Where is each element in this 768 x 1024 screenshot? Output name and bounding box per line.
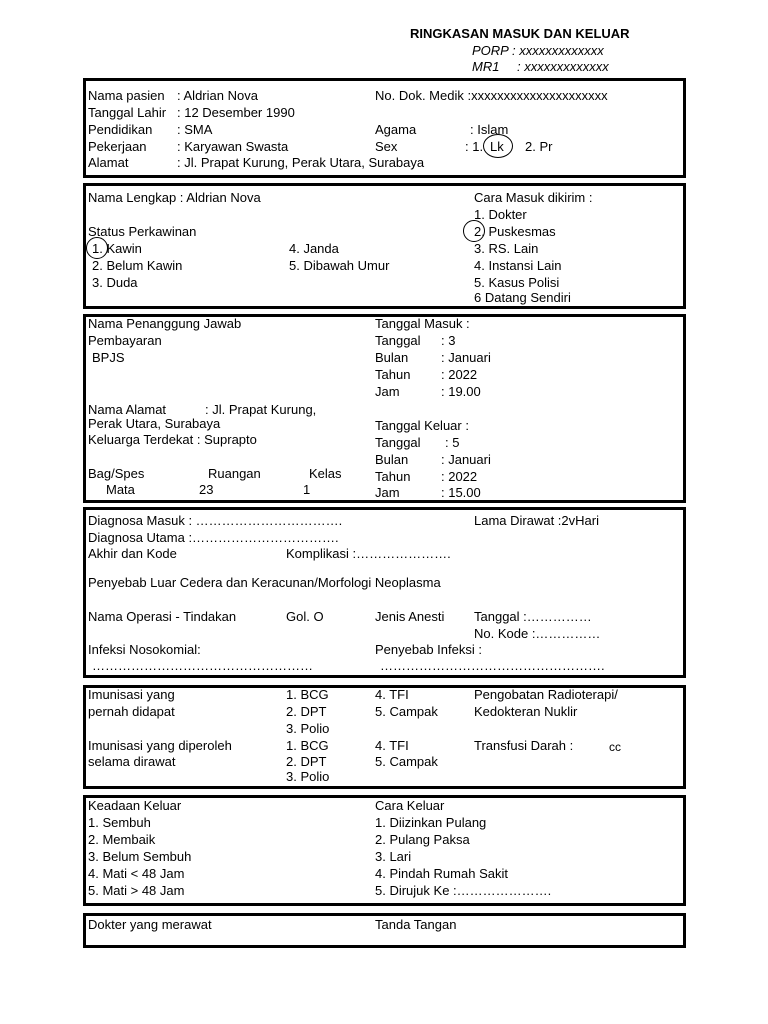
admission-time-value: : 19.00 [441, 384, 481, 399]
stay-polio: 3. Polio [286, 769, 330, 784]
infection-dots-right: ……………………………………………. [380, 658, 605, 673]
mr1-value: : xxxxxxxxxxxxx [517, 59, 609, 74]
discharge-method-label: Cara Keluar [375, 798, 445, 813]
discharge-condition-label: Keadaan Keluar [88, 798, 182, 813]
stay-dpt: 2. DPT [286, 754, 327, 769]
class-label: Kelas [309, 466, 342, 481]
sex-lk-option: Lk [490, 139, 504, 154]
marital-option-janda: 4. Janda [289, 241, 339, 256]
class-value: 1 [303, 482, 311, 497]
immunization-during-stay-label-1: Imunisasi yang diperoleh [88, 738, 232, 753]
sex-label: Sex [375, 139, 398, 154]
radiotherapy-label-2: Kedokteran Nuklir [474, 704, 578, 719]
length-of-stay: Lama Dirawat :2vHari [474, 513, 599, 528]
immunization-during-stay-label-2: selama dirawat [88, 754, 176, 769]
department-value: Mata [106, 482, 135, 497]
medical-doc-number: No. Dok. Medik :xxxxxxxxxxxxxxxxxxxxx [375, 88, 608, 103]
complications: Komplikasi :…………………. [286, 546, 451, 561]
immunization-received-label-2: pernah didapat [88, 704, 175, 719]
condition-sembuh: 1. Sembuh [88, 815, 151, 830]
marital-option-dibawah-umur: 5. Dibawah Umur [289, 258, 390, 273]
discharge-time-label: Jam [375, 485, 400, 500]
payment-value: BPJS [92, 350, 125, 365]
marital-option-duda: 3. Duda [92, 275, 138, 290]
received-campak: 5. Campak [375, 704, 438, 719]
religion-label: Agama [375, 122, 417, 137]
room-label: Ruangan [208, 466, 261, 481]
condition-membaik: 2. Membaik [88, 832, 156, 847]
discharge-day-value: : 5 [445, 435, 460, 450]
sex-pr-option: 2. Pr [525, 139, 553, 154]
received-tfi: 4. TFI [375, 687, 409, 702]
full-name: Nama Lengkap : Aldrian Nova [88, 190, 261, 205]
marital-status-label: Status Perkawinan [88, 224, 197, 239]
birthdate-label: Tanggal Lahir [88, 105, 167, 120]
anesthesia-type: Jenis Anesti [375, 609, 445, 624]
nosocomial-infection: Infeksi Nosokomial: [88, 642, 201, 657]
operation-code: No. Kode :…………… [474, 626, 601, 641]
condition-mati-lebih-48: 5. Mati > 48 Jam [88, 883, 185, 898]
admission-source-rs-lain: 3. RS. Lain [474, 241, 539, 256]
admission-day-label: Tanggal [375, 333, 421, 348]
admission-date-label: Tanggal Masuk : [375, 316, 470, 331]
admission-source-kasus-polisi: 5. Kasus Polisi [474, 275, 560, 290]
occupation-value: : Karyawan Swasta [177, 139, 289, 154]
marital-option-kawin: 1. Kawin [92, 241, 142, 256]
attending-doctor-label: Dokter yang merawat [88, 917, 212, 932]
stay-campak: 5. Campak [375, 754, 438, 769]
sex-colon: : 1. [465, 139, 484, 154]
infection-dots-left: …………………………………………… [92, 658, 313, 673]
discharge-year-value: : 2022 [441, 469, 478, 484]
infection-cause: Penyebab Infeksi : [375, 642, 482, 657]
patient-name-label: Nama pasien [88, 88, 165, 103]
immunization-received-label-1: Imunisasi yang [88, 687, 175, 702]
operation-name: Nama Operasi - Tindakan [88, 609, 237, 624]
admission-time-label: Jam [375, 384, 400, 399]
address-value: : Jl. Prapat Kurung, Perak Utara, Surabaya [177, 155, 425, 170]
admission-source-datang-sendiri: 6 Datang Sendiri [474, 290, 571, 305]
blood-transfusion-label: Transfusi Darah : [474, 738, 574, 753]
discharge-month-label: Bulan [375, 452, 409, 467]
received-polio: 3. Polio [286, 721, 330, 736]
address-label: Alamat [88, 155, 129, 170]
admission-source-selection-circle [463, 220, 485, 242]
mr1-label: MR1 [472, 59, 500, 74]
next-of-kin: Keluarga Terdekat : Suprapto [88, 432, 257, 447]
discharge-day-label: Tanggal [375, 435, 421, 450]
signature-label: Tanda Tangan [375, 917, 457, 932]
admission-day-value: : 3 [441, 333, 456, 348]
admission-year-value: : 2022 [441, 367, 478, 382]
responsible-address-line2: Perak Utara, Surabaya [88, 416, 221, 431]
birthdate-value: : 12 Desember 1990 [177, 105, 295, 120]
stay-bcg: 1. BCG [286, 738, 329, 753]
method-dirujuk: 5. Dirujuk Ke :…………………. [375, 883, 552, 898]
main-diagnosis: Diagnosa Utama :……………………………. [88, 530, 339, 545]
method-diizinkan-pulang: 1. Diizinkan Pulang [375, 815, 487, 830]
admission-diagnosis: Diagnosa Masuk : ……………………………. [88, 513, 343, 528]
admission-month-value: : Januari [441, 350, 491, 365]
discharge-month-value: : Januari [441, 452, 491, 467]
responsible-address-label: Nama Alamat [88, 402, 167, 417]
external-cause: Penyebab Luar Cedera dan Keracunan/Morfologi Neoplasma [88, 575, 441, 590]
occupation-label: Pekerjaan [88, 139, 147, 154]
sex-selection-circle [483, 134, 513, 158]
discharge-year-label: Tahun [375, 469, 411, 484]
final-diagnosis-code: Akhir dan Kode [88, 546, 177, 561]
religion-value: : Islam [470, 122, 509, 137]
admission-year-label: Tahun [375, 367, 411, 382]
admission-month-label: Bulan [375, 350, 409, 365]
education-value: : SMA [177, 122, 213, 137]
radiotherapy-label-1: Pengobatan Radioterapi/ [474, 687, 618, 702]
blood-transfusion-unit: cc [609, 740, 621, 754]
stay-tfi: 4. TFI [375, 738, 409, 753]
condition-belum-sembuh: 3. Belum Sembuh [88, 849, 192, 864]
received-dpt: 2. DPT [286, 704, 327, 719]
admission-source-label: Cara Masuk dikirim : [474, 190, 593, 205]
responsible-address-line1: : Jl. Prapat Kurung, [205, 402, 317, 417]
method-lari: 3. Lari [375, 849, 412, 864]
patient-name-value: : Aldrian Nova [177, 88, 258, 103]
received-bcg: 1. BCG [286, 687, 329, 702]
marital-option-belum-kawin: 2. Belum Kawin [92, 258, 183, 273]
room-value: 23 [199, 482, 214, 497]
admission-source-dokter: 1. Dokter [474, 207, 527, 222]
education-label: Pendidikan [88, 122, 153, 137]
document-title: RINGKASAN MASUK DAN KELUAR [410, 26, 630, 41]
admission-source-puskesmas: 2. Puskesmas [474, 224, 556, 239]
operation-date: Tanggal :…………… [474, 609, 592, 624]
porp-field: PORP : xxxxxxxxxxxxx [472, 43, 604, 58]
method-pulang-paksa: 2. Pulang Paksa [375, 832, 470, 847]
operation-class: Gol. O [286, 609, 324, 624]
method-pindah-rs: 4. Pindah Rumah Sakit [375, 866, 508, 881]
condition-mati-kurang-48: 4. Mati < 48 Jam [88, 866, 185, 881]
marital-selection-circle [86, 237, 108, 259]
discharge-time-value: : 15.00 [441, 485, 481, 500]
responsible-person-label: Nama Penanggung Jawab [88, 316, 242, 331]
department-label: Bag/Spes [88, 466, 145, 481]
discharge-date-label: Tanggal Keluar : [375, 418, 469, 433]
admission-source-instansi-lain: 4. Instansi Lain [474, 258, 562, 273]
payment-label: Pembayaran [88, 333, 162, 348]
